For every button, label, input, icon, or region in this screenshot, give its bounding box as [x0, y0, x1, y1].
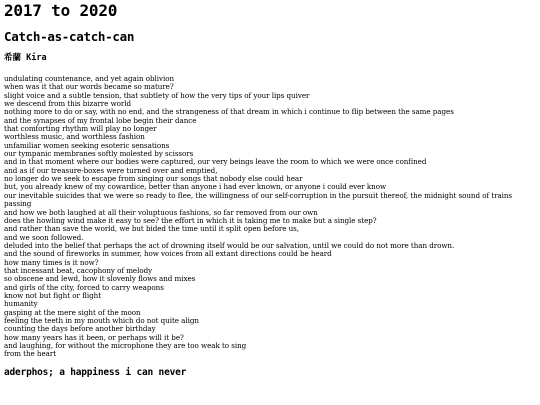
poem-line: when was it that our words became so mature? [4, 82, 174, 92]
poem-title: Catch-as-catch-can [4, 29, 135, 44]
poem-line: and laughing, for without the microphone they are too weak to sing [4, 341, 247, 350]
poem-line: counting the days before another birthday [4, 324, 156, 334]
poem-body [4, 75, 536, 359]
poem-author: 希蘭 Kira [4, 53, 47, 63]
poem-line: and how we both laughed at all their voluptuous fashions, so far removed from our own [4, 207, 318, 217]
next-poem-title: aderphos; a happiness i can never [4, 366, 187, 378]
poem-line: know not but fight or flight [4, 290, 102, 300]
poem-line: from the heart [4, 349, 57, 359]
poem-line: unfamiliar women seeking esoteric sensations [4, 140, 170, 150]
poem-line: and the synapses of my frontal lobe begin their dance [4, 115, 197, 125]
poem-line: undulating countenance, and yet again oblivion [4, 74, 174, 83]
poem-line: gasping at the mere sight of the moon [4, 307, 141, 317]
poem-line: worthless music, and worthless fashion [4, 132, 145, 142]
poem-line: so obscene and lewd, how it slovenly flows and mixes [4, 274, 196, 284]
poem-line: slight voice and a subtle tension, that subtlety of how the very tips of your lips quiver [4, 90, 310, 100]
poem-line: and rather than save the world, we but bided the time until it split open before us, [4, 224, 299, 234]
poem-line: our tympanic membranes softly molested by scissors [4, 149, 194, 159]
poem-line: our inevitable suicides that we were so ready to flee, the willingness of our self-corruption in the pursuit thereof, the midnight sound of trains passing [4, 190, 513, 209]
poem-line: but, you already knew of my cowardice, better than anyone i had ever known, or anyone i could ever know [4, 182, 387, 192]
poem-line: deluded into the belief that perhaps the act of drowning itself would be our salvation, until we could do not more than drown. [4, 240, 455, 250]
poem-line: no longer do we seek to escape from singing our songs that nobody else could hear [4, 174, 303, 184]
poem-line: humanity [4, 299, 38, 309]
poem-line: and we soon followed. [4, 232, 84, 242]
poem-line: nothing more to do or say, with no end, and the strangeness of that dream in which i continue to flip between the same pages [4, 107, 454, 117]
poem-line: that incessant beat, cacophony of melody [4, 265, 153, 275]
document-page [4, 0, 536, 379]
poem-line: how many years has it been, or perhaps will it be? [4, 332, 184, 342]
poem-line: and the sound of fireworks in summer, how voices from all extant directions could be heard [4, 249, 332, 259]
poem-line: how many times is it now? [4, 257, 99, 267]
poem-line: does the howling wind make it easy to see? the effort in which it is taking me to make but a single step? [4, 215, 377, 225]
poem-line: and in that moment where our bodies were captured, our very beings leave the room to which we were once confined [4, 157, 427, 167]
poem-line: that comforting rhythm will play no longer [4, 124, 157, 134]
poem-line: and girls of the city, forced to carry weapons [4, 282, 164, 292]
poem-line: and as if our treasure-boxes were turned over and emptied, [4, 165, 218, 175]
page-title: 2017 to 2020 [4, 1, 118, 20]
poem-line: we descend from this bizarre world [4, 99, 131, 109]
poem-line: feeling the teeth in my mouth which do not quite align [4, 315, 199, 325]
